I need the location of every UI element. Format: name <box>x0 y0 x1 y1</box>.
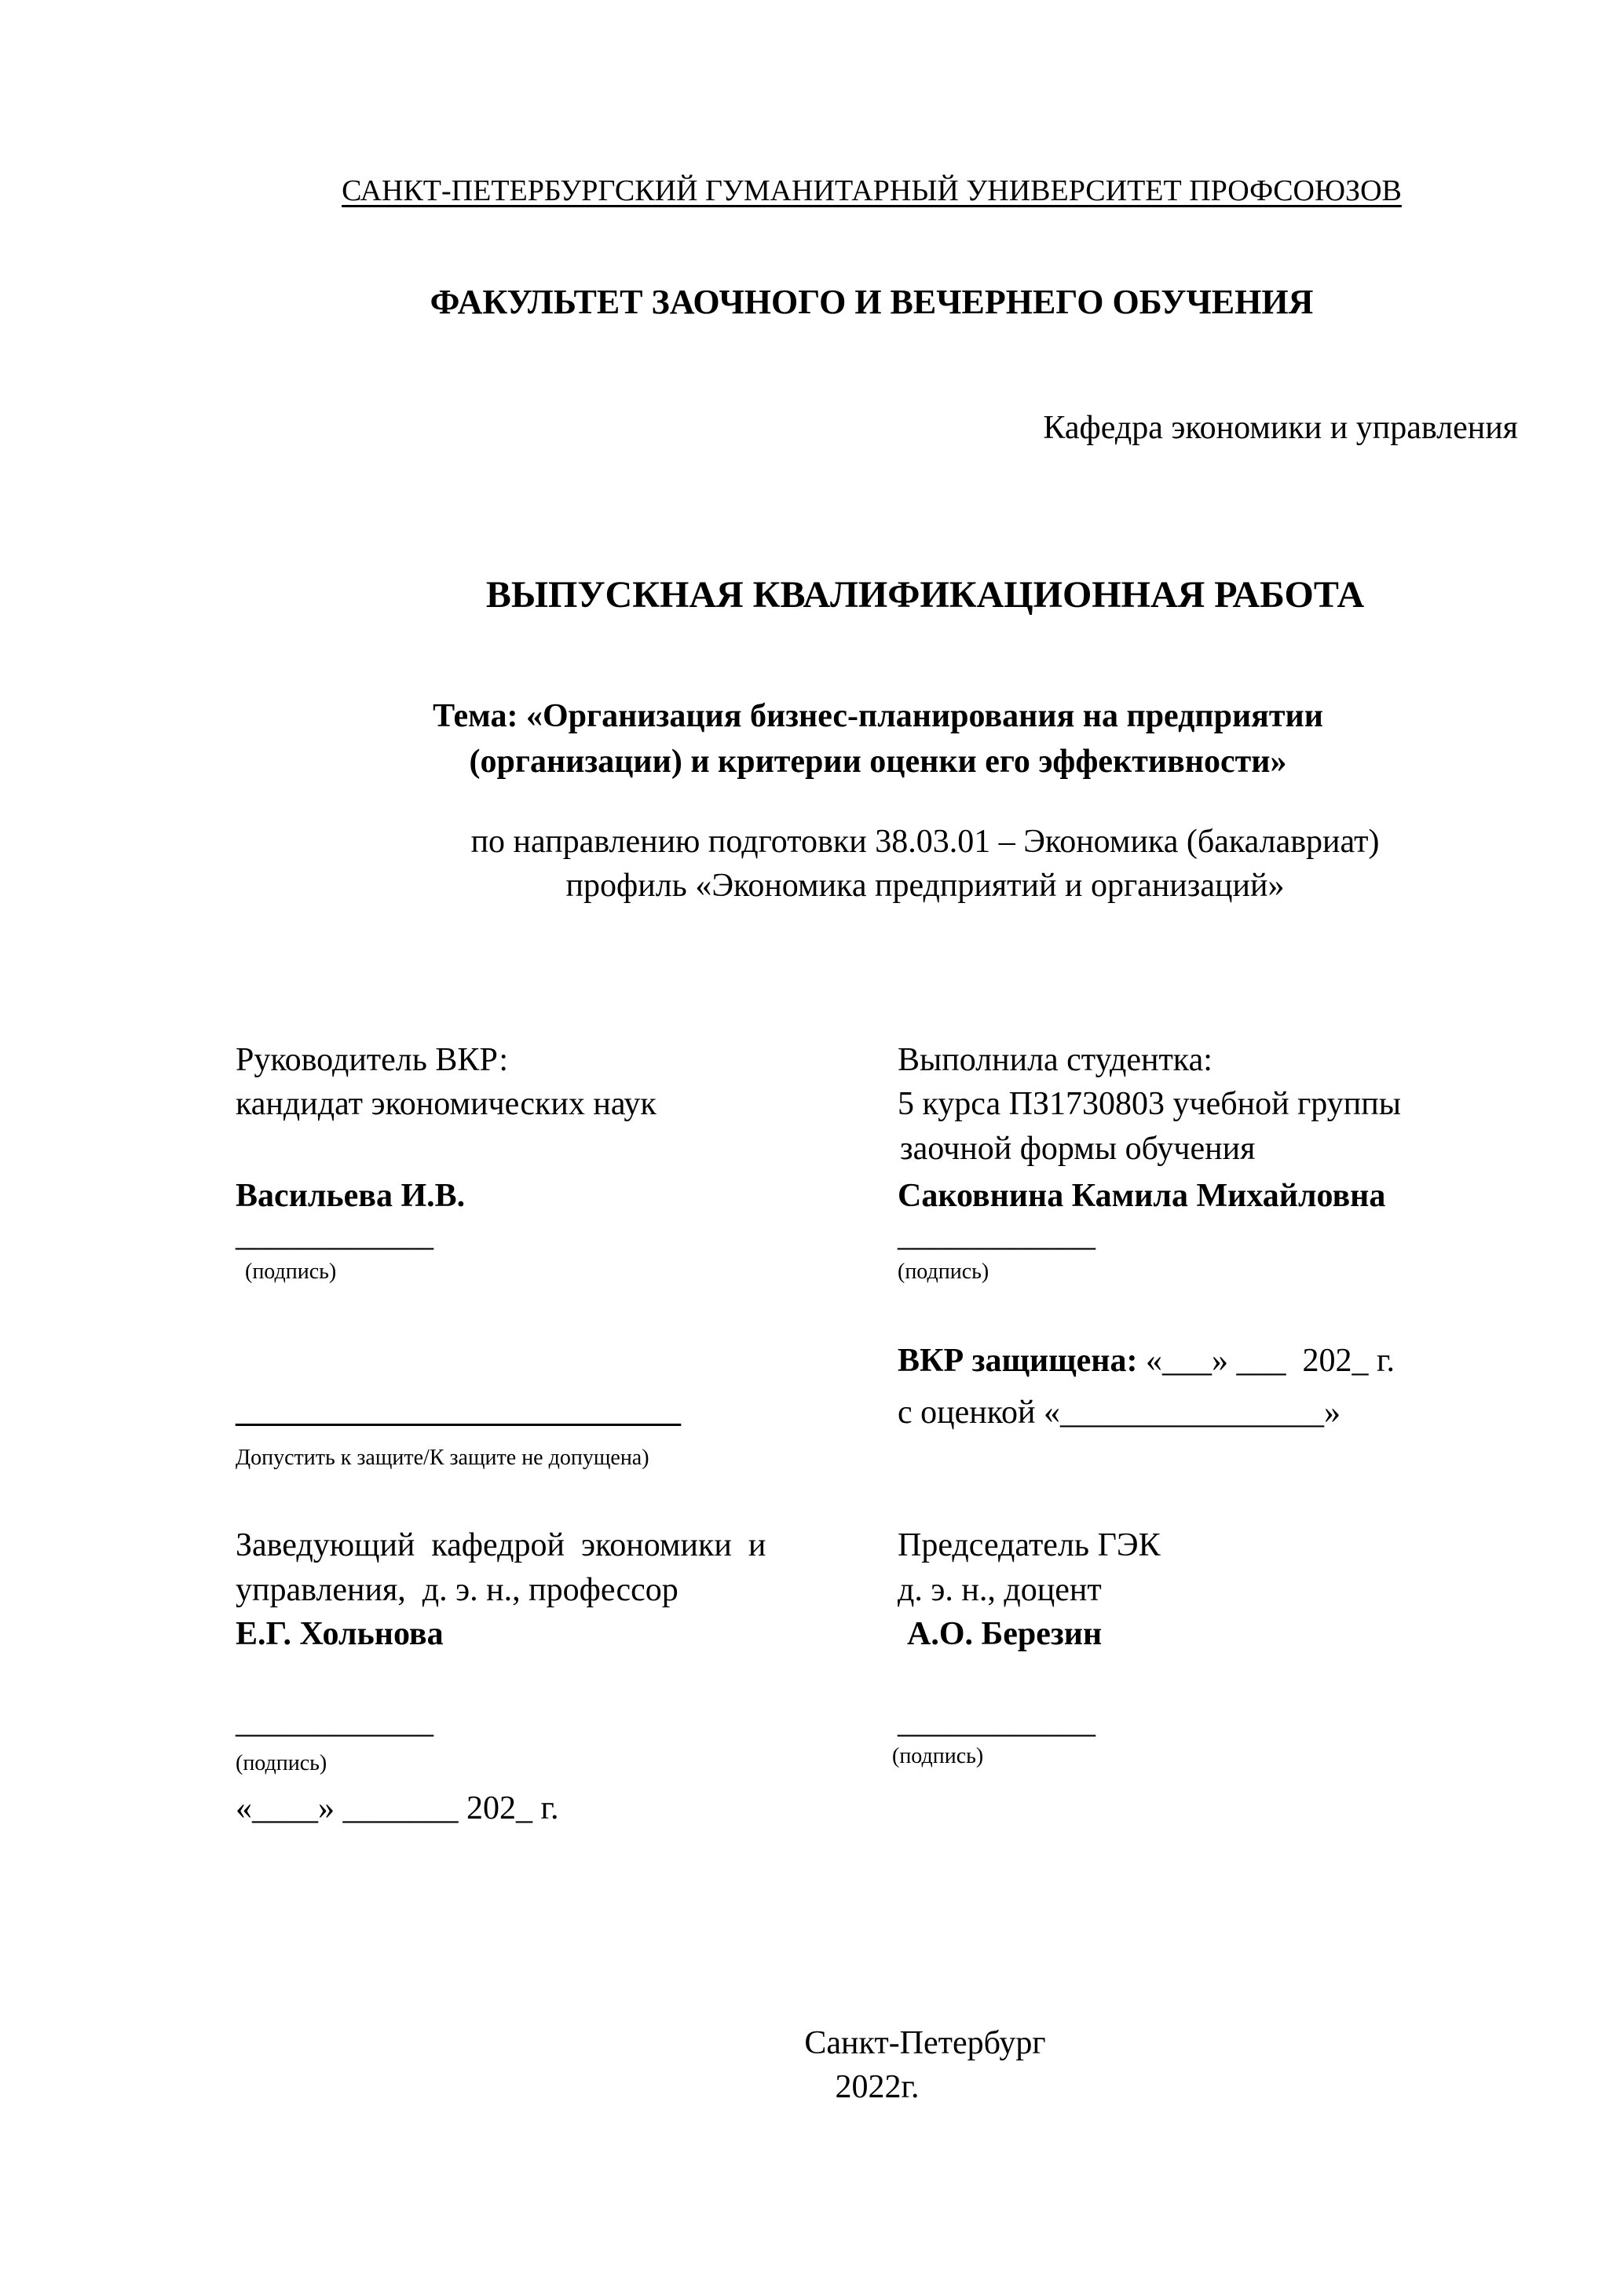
student-label: Выполнила студентка: <box>898 1042 1213 1078</box>
student-signature-caption: (подпись) <box>898 1260 989 1284</box>
admission-line: ___________________________ <box>236 1393 681 1429</box>
head-name: Е.Г. Хольнова <box>236 1616 444 1652</box>
defense-status <box>898 1341 1395 1380</box>
head-signature-caption: (подпись) <box>236 1751 327 1775</box>
defense-label: ВКР защищена: <box>898 1343 1138 1379</box>
supervisor-label: Руководитель ВКР: <box>236 1042 509 1078</box>
department-name: Кафедра экономики и управления <box>1043 410 1518 446</box>
chairman-title: Председатель ГЭК <box>898 1527 1161 1563</box>
student-signature-line: ____________ <box>898 1217 1095 1253</box>
supervisor-name: Васильева И.В. <box>236 1178 466 1214</box>
faculty-name: ФАКУЛЬТЕТ ЗАОЧНОГО И ВЕЧЕРНЕГО ОБУЧЕНИЯ <box>430 283 1314 321</box>
defense-date: «___» ___ 202_ г. <box>1137 1343 1395 1379</box>
profile: профиль «Экономика предприятий и организаций» <box>565 868 1285 904</box>
chairman-degree: д. э. н., доцент <box>898 1572 1102 1608</box>
supervisor-degree: кандидат экономических наук <box>236 1086 657 1122</box>
chairman-name: А.О. Березин <box>907 1616 1103 1652</box>
head-signature-line: ____________ <box>236 1704 433 1740</box>
topic-line-1: Тема: «Организация бизнес-планирования на предприятии <box>433 698 1323 734</box>
work-type-title: ВЫПУСКНАЯ КВАЛИФИКАЦИОННАЯ РАБОТА <box>485 574 1365 616</box>
defense-grade: с оценкой «________________» <box>898 1395 1341 1431</box>
supervisor-signature-line: ____________ <box>236 1217 433 1253</box>
chairman-signature-caption: (подпись) <box>892 1744 984 1768</box>
footer-year: 2022г. <box>835 2069 920 2105</box>
head-date: «____» _______ 202_ г. <box>236 1790 559 1826</box>
admission-caption: Допустить к защите/К защите не допущена) <box>236 1446 649 1470</box>
student-course: 5 курса ПЗ1730803 учебной группы <box>898 1086 1401 1122</box>
student-name: Саковнина Камила Михайловна <box>898 1178 1386 1214</box>
head-title-line-2: управления, д. э. н., профессор <box>236 1572 678 1608</box>
supervisor-signature-caption: (подпись) <box>245 1260 337 1284</box>
direction: по направлению подготовки 38.03.01 – Экономика (бакалавриат) <box>470 824 1380 860</box>
head-title-line-1: Заведующий кафедрой экономики и <box>236 1527 766 1563</box>
topic-line-2: (организации) и критерии оценки его эффективности» <box>469 744 1287 780</box>
chairman-signature-line: ____________ <box>898 1704 1095 1740</box>
student-form: заочной формы обучения <box>900 1131 1256 1167</box>
university-name: САНКТ-ПЕТЕРБУРГСКИЙ ГУМАНИТАРНЫЙ УНИВЕРСИТЕТ ПРОФСОЮЗОВ <box>342 174 1402 207</box>
footer-city: Санкт-Петербург <box>804 2025 1046 2061</box>
